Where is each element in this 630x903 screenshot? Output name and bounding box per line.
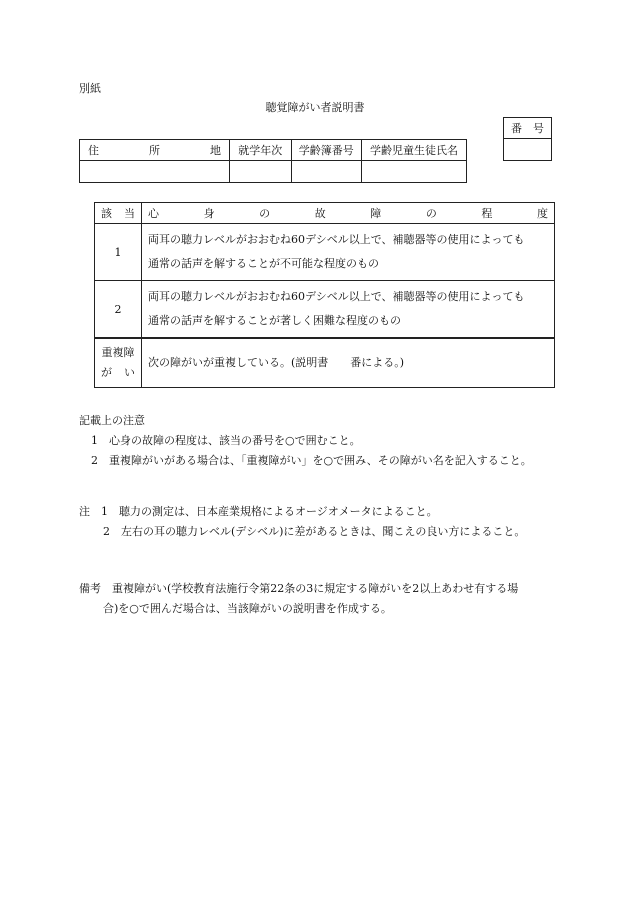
row-description — [142, 281, 555, 339]
row-description-line-1: 両耳の聴力レベルがおおむね60デシベル以上で、補聴器等の使用によっても — [148, 290, 525, 303]
table-row — [95, 281, 555, 339]
student-name-cell[interactable] — [361, 161, 466, 183]
applicable-char-1: 該 — [101, 207, 112, 220]
number-label: 番 号 — [504, 118, 552, 139]
register-number-cell[interactable] — [291, 161, 361, 183]
address-char-1: 住 — [88, 144, 99, 157]
table-row — [95, 338, 555, 388]
note-item-2: 2 重複障がいがある場合は、「重複障がい」を○で囲み、その障がい名を記入すること。 — [91, 454, 532, 467]
impairment-degree-table — [94, 202, 555, 388]
address-char-2: 所 — [149, 144, 160, 157]
degree-char-6: の — [425, 207, 437, 220]
multiple-label-char-1: が — [101, 366, 112, 379]
row-description — [142, 224, 555, 281]
multiple-label-line-1: 重複障 — [101, 346, 135, 359]
row-number[interactable]: 1 — [95, 224, 142, 281]
applicable-char-2: 当 — [124, 207, 135, 220]
note-item-1: 1 心身の故障の程度は、該当の番号を○で囲むこと。 — [91, 434, 361, 447]
applicable-header — [95, 203, 142, 224]
address-cell[interactable] — [80, 161, 230, 183]
row-description-line-2: 通常の話声を解することが著しく困難な程度のもの — [148, 314, 401, 327]
annotation-line-2: 2 左右の耳の聴力レベル(デシベル)に差があるときは、聞こえの良い方によること。 — [103, 525, 526, 538]
row-description-line-2: 通常の話声を解することが不可能な程度のもの — [148, 257, 379, 270]
multiple-impairment-text: 次の障がいが重複している。(説明書 番による。) — [142, 338, 555, 388]
degree-char-3: の — [259, 207, 271, 220]
remarks-line-2: 合)を○で囲んだ場合は、当該障がいの説明書を作成する。 — [103, 602, 392, 615]
row-number[interactable]: 2 — [95, 281, 142, 339]
grade-cell[interactable] — [230, 161, 292, 183]
number-value-cell[interactable] — [504, 139, 552, 161]
address-char-3: 地 — [210, 144, 221, 157]
degree-char-5: 障 — [370, 207, 382, 220]
row-description-line-1: 両耳の聴力レベルがおおむね60デシベル以上で、補聴器等の使用によっても — [148, 233, 525, 246]
degree-char-4: 故 — [314, 207, 326, 220]
degree-header — [142, 203, 555, 224]
annotation-line-1: 注 1 聴力の測定は、日本産業規格によるオージオメータによること。 — [79, 505, 438, 518]
multiple-label-char-2: い — [124, 366, 135, 379]
grade-header: 就学年次 — [230, 140, 292, 161]
attachment-label: 別紙 — [79, 82, 101, 95]
degree-char-1: 心 — [148, 207, 159, 220]
degree-char-2: 身 — [203, 207, 215, 220]
remarks-line-1: 備考 重複障がい(学校教育法施行令第22条の3に規定する障がいを2以上あわせ有する場 — [79, 582, 519, 595]
student-name-header: 学齢児童生徒氏名 — [361, 140, 466, 161]
degree-char-7: 程 — [481, 207, 493, 220]
notes-heading: 記載上の注意 — [79, 414, 145, 427]
table-row — [95, 224, 555, 281]
register-number-header: 学齢簿番号 — [291, 140, 361, 161]
student-info-table — [79, 139, 467, 183]
multiple-impairment-label[interactable] — [95, 338, 142, 388]
number-box — [503, 117, 552, 161]
degree-char-8: 度 — [536, 207, 548, 220]
document-title: 聴覚障がい者説明書 — [265, 101, 365, 114]
address-header — [80, 140, 230, 161]
